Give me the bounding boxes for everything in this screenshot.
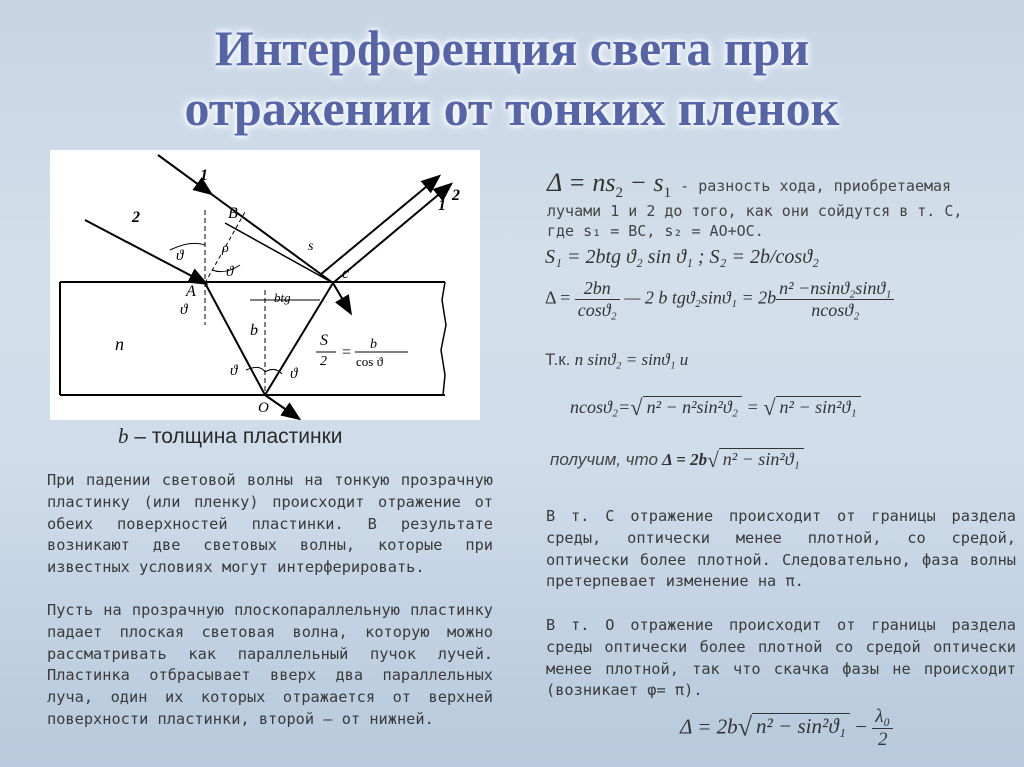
label-ray-1b: 1 bbox=[438, 197, 446, 214]
eq-frac-num: b bbox=[370, 337, 377, 352]
label-A: A bbox=[186, 283, 196, 300]
eq-2: 2 bbox=[320, 354, 327, 369]
segment-BC bbox=[225, 223, 333, 283]
right-paragraph-2: В т. О отражение происходит от границы раздела среды оптически более плотной со средой оптически менее плотной, так что скачка фазы не происходит (возникает φ= π). bbox=[546, 616, 1016, 700]
reflected-ray-2 bbox=[320, 177, 438, 275]
transmitted-ray bbox=[265, 395, 298, 418]
label-ray-2: 2 bbox=[132, 209, 140, 226]
delta-desc-1: - разность хода, приобретаемая bbox=[671, 177, 952, 195]
label-btg: btg bbox=[274, 290, 291, 305]
label-rho: ρ bbox=[222, 241, 229, 256]
tk-line: Т.к. n sinϑ₂ = sinϑ₁ и bbox=[545, 350, 689, 369]
label-theta-2: ϑ bbox=[180, 302, 188, 318]
label-B: B bbox=[228, 205, 238, 222]
eq-s2: S bbox=[320, 332, 328, 349]
label-theta-2b: ϑ bbox=[230, 363, 238, 379]
caption-text: – толщина пластинки bbox=[128, 425, 343, 448]
label-b: b bbox=[250, 322, 258, 339]
caption-variable: b bbox=[118, 424, 129, 448]
label-ray-2b: 2 bbox=[452, 187, 460, 204]
left-paragraph-1: При падении световой волны на тонкую прозрачную пластинку (или пленку) происходит отражение от обеих поверхностей пластинки. В результате возникают две световых волны, которые при известных условиях могут интерферировать. bbox=[47, 471, 493, 577]
delta-formula-2: Δ = $\frac{2bn}{\text{cosϑ₂}}$ — 2 b tgϑ₂sinϑ₁ = 2b $\frac{\text{n² −nsinϑ₂sinϑ₁}}{\text{ncosϑ₂}}$ bbox=[545, 278, 894, 321]
result-formula: получим, что Δ = 2b√ n² − sin²ϑ₁ bbox=[550, 448, 804, 473]
incident-ray-2 bbox=[85, 220, 205, 283]
label-theta-2c: ϑ bbox=[290, 366, 298, 382]
diagram-svg bbox=[50, 150, 480, 420]
label-n: n bbox=[115, 334, 124, 354]
delta-minus: − s bbox=[622, 168, 664, 197]
eq-equals: = bbox=[342, 344, 352, 361]
label-O: O bbox=[258, 400, 269, 416]
delta-desc-3: где s₁ = BC, s₂ = AO+OC. bbox=[547, 222, 764, 240]
eq-frac-den: cos ϑ bbox=[356, 354, 384, 369]
plate-right-edge bbox=[441, 282, 446, 395]
delta-main: Δ = ns bbox=[547, 168, 616, 197]
figure-caption bbox=[118, 424, 343, 449]
s-formula: S₁ = 2btg ϑ₂ sin ϑ₁ ; S₂ = 2b/cosϑ₂ bbox=[545, 246, 819, 268]
title-line-1: Интерференция света при bbox=[214, 20, 810, 76]
ncos-formula: ncosϑ₂=√ n² − n²sin²ϑ₂ = √ n² − sin²ϑ₁ bbox=[570, 395, 861, 421]
right-paragraph-1: В т. С отражение происходит от границы раздела среды, оптически менее плотной, со средой, оптически более плотной. Следовательно, фаза волны претерпевает изменение на π. bbox=[546, 507, 1016, 591]
label-theta-1: ϑ bbox=[176, 248, 184, 264]
delta-definition: $\Delta = ns_2 - s_1$ - разность хода, приобретаемая bbox=[547, 168, 952, 202]
label-theta-1b: ϑ bbox=[226, 264, 234, 280]
label-s1: s bbox=[308, 239, 314, 254]
final-formula: Δ = 2b√ n² − sin²ϑ₁ − $\frac{\text{λ₀}}{2}$ bbox=[680, 706, 893, 751]
label-ray-1: 1 bbox=[200, 167, 208, 184]
reflected-ray-1 bbox=[333, 185, 450, 283]
thin-film-diagram bbox=[50, 150, 480, 420]
delta-desc-2: лучами 1 и 2 до того, как они сойдутся в т. С, bbox=[547, 202, 963, 220]
title-line-2: отражении от тонких пленок bbox=[184, 80, 840, 136]
label-C: c bbox=[342, 265, 350, 282]
left-paragraph-2: Пусть на прозрачную плоскопараллельную пластинку падает плоская световая волна, которую можно рассматривать как параллельный пучок лучей. Пластинка отбрасывает вверх два параллельных луча, один их которых отражается от верхней поверхности пластинки, второй – от нижней. bbox=[47, 601, 493, 728]
slide-title bbox=[0, 18, 1024, 138]
